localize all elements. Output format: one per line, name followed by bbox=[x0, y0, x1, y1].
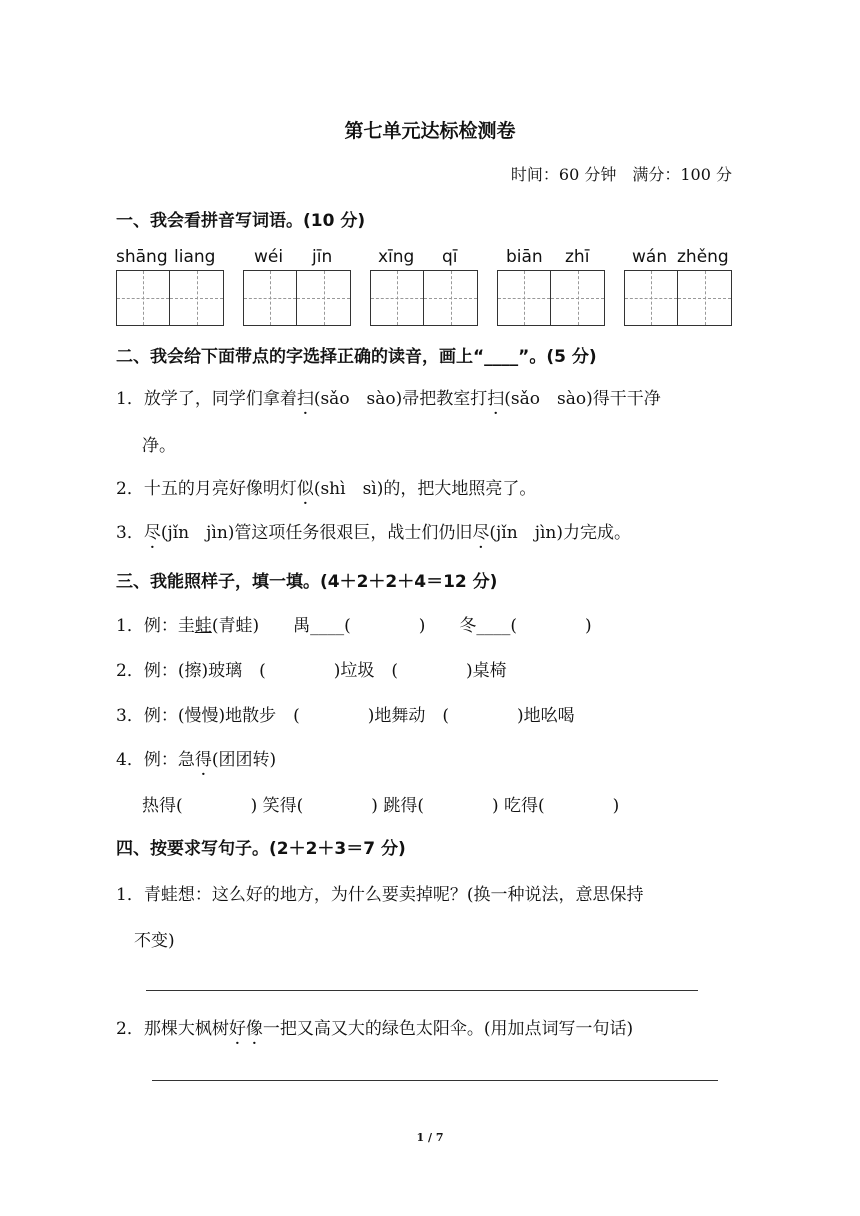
pinyin-3a: xīng bbox=[378, 247, 415, 267]
text: (shì sì)的，把大地照亮了。 bbox=[313, 479, 537, 499]
grid-cell[interactable] bbox=[170, 271, 223, 325]
question-number: 3． bbox=[116, 523, 144, 543]
s4-question-2 bbox=[116, 1014, 633, 1039]
section-4-heading: 四、按要求写句子。(2＋2＋3＝7 分) bbox=[116, 839, 406, 859]
question-number: 2． bbox=[116, 661, 144, 681]
text: 一把又高又大的绿色太阳伞。(用加点词写一句话) bbox=[262, 1019, 634, 1039]
text: 放学了，同学们拿着 bbox=[143, 389, 297, 409]
page-number: 1 / 7 bbox=[416, 1131, 444, 1144]
writing-grid-1[interactable] bbox=[116, 270, 224, 326]
dotted-char: 扫 bbox=[487, 389, 505, 409]
text: 例：(擦)玻璃 ( )垃圾 ( )桌椅 bbox=[143, 661, 507, 681]
s2-question-3 bbox=[116, 518, 631, 543]
text: (jǐn jìn)管这项任务很艰巨，战士们仍旧 bbox=[160, 523, 473, 543]
section-3-heading: 三、我能照样子，填一填。(4＋2＋2＋4＝12 分) bbox=[116, 572, 498, 592]
grid-cell[interactable] bbox=[244, 271, 297, 325]
question-number: 1． bbox=[116, 616, 144, 636]
dotted-char: 尽 bbox=[472, 523, 490, 543]
text: 例：(慢慢)地散步 ( )地舞动 ( )地吆喝 bbox=[143, 706, 575, 726]
writing-grid-4[interactable] bbox=[497, 270, 605, 326]
pinyin-1b: liang bbox=[174, 247, 216, 267]
text: 青蛙想：这么好的地方，为什么要卖掉呢？(换一种说法，意思保持 bbox=[143, 885, 644, 905]
text: 那棵大枫树 bbox=[143, 1019, 229, 1039]
pinyin-2b: jīn bbox=[312, 247, 333, 267]
text: (团团转) bbox=[211, 750, 277, 770]
dotted-char: 像 bbox=[245, 1019, 263, 1039]
writing-grid-5[interactable] bbox=[624, 270, 732, 326]
grid-cell[interactable] bbox=[297, 271, 350, 325]
s3-question-3 bbox=[116, 701, 575, 726]
text: 例：急 bbox=[143, 750, 195, 770]
s3-question-4-blanks: 热得( ) 笑得( ) 跳得( ) 吃得( ) bbox=[142, 796, 620, 816]
s2-question-1-cont: 净。 bbox=[142, 436, 176, 456]
text: (青蛙) 禺____( ) 冬____( ) bbox=[211, 616, 592, 636]
exam-meta: 时间：60 分钟 满分：100 分 bbox=[510, 165, 732, 184]
page-title: 第七单元达标检测卷 bbox=[344, 120, 516, 142]
pinyin-3b: qī bbox=[442, 247, 458, 267]
grid-cell[interactable] bbox=[117, 271, 170, 325]
question-number: 1． bbox=[116, 885, 144, 905]
writing-grid-2[interactable] bbox=[243, 270, 351, 326]
question-number: 2． bbox=[116, 1019, 144, 1039]
s3-question-2 bbox=[116, 656, 507, 681]
s3-question-4 bbox=[116, 745, 276, 770]
grid-cell[interactable] bbox=[625, 271, 678, 325]
question-number: 3． bbox=[116, 706, 144, 726]
grid-cell[interactable] bbox=[371, 271, 424, 325]
text: 例：圭 bbox=[143, 616, 195, 636]
section-1-heading: 一、我会看拼音写词语。(10 分) bbox=[116, 211, 366, 231]
pinyin-1a: shāng bbox=[116, 247, 168, 267]
text: (sǎo sào)得干干净 bbox=[504, 389, 661, 409]
grid-cell[interactable] bbox=[551, 271, 604, 325]
s2-question-1 bbox=[116, 384, 661, 409]
s3-question-1 bbox=[116, 611, 592, 636]
question-number: 1． bbox=[116, 389, 144, 409]
grid-cell[interactable] bbox=[424, 271, 477, 325]
question-number: 2． bbox=[116, 479, 144, 499]
dotted-char: 似 bbox=[296, 479, 314, 499]
dotted-char: 得 bbox=[194, 750, 212, 770]
grid-cell[interactable] bbox=[498, 271, 551, 325]
pinyin-5a: wán bbox=[632, 247, 668, 267]
answer-line-1[interactable] bbox=[146, 990, 698, 991]
pinyin-4b: zhī bbox=[565, 247, 590, 267]
text: (jǐn jìn)力完成。 bbox=[489, 523, 631, 543]
s4-question-1 bbox=[116, 880, 643, 905]
question-number: 4． bbox=[116, 750, 144, 770]
answer-line-2[interactable] bbox=[152, 1080, 718, 1081]
dotted-char: 好 bbox=[228, 1019, 246, 1039]
dotted-char: 尽 bbox=[143, 523, 161, 543]
pinyin-4a: biān bbox=[506, 247, 543, 267]
section-2-heading: 二、我会给下面带点的字选择正确的读音，画上“____”。(5 分) bbox=[116, 347, 597, 367]
s4-question-1-cont: 不变) bbox=[134, 931, 175, 951]
s2-question-2 bbox=[116, 474, 536, 499]
pinyin-5b: zhěng bbox=[677, 247, 729, 267]
text: 十五的月亮好像明灯 bbox=[143, 479, 297, 499]
pinyin-2a: wéi bbox=[254, 247, 284, 267]
writing-grid-3[interactable] bbox=[370, 270, 478, 326]
grid-cell[interactable] bbox=[678, 271, 731, 325]
text: (sǎo sào)帚把教室打 bbox=[313, 389, 488, 409]
dotted-char: 扫 bbox=[296, 389, 314, 409]
underlined-char: 蛙 bbox=[194, 616, 212, 636]
